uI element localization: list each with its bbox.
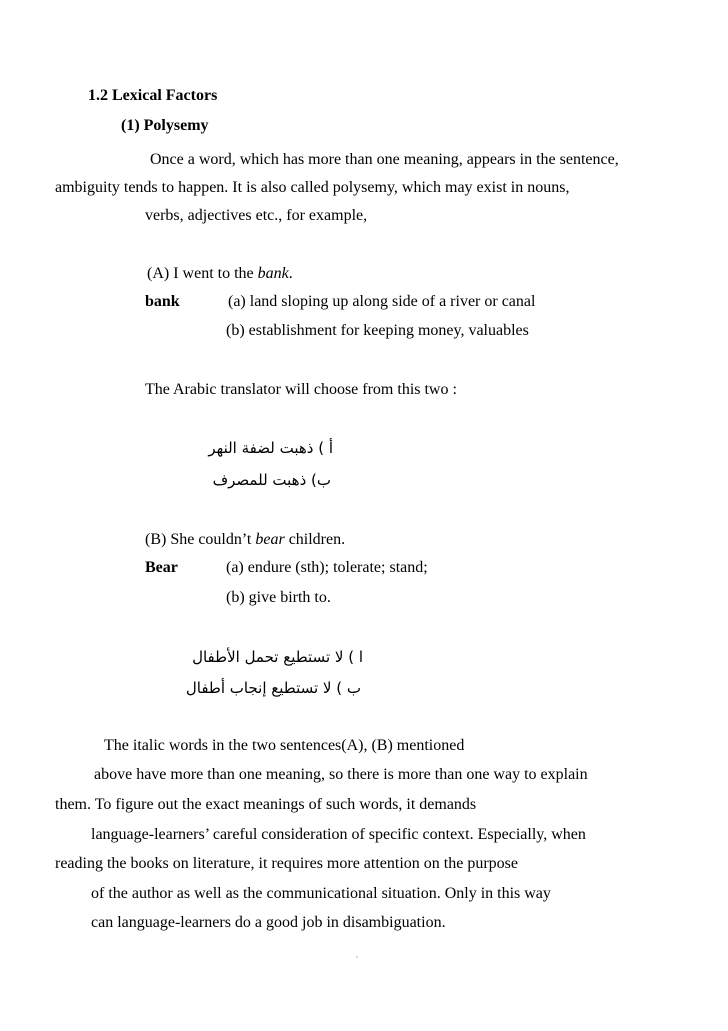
intro-line-3: verbs, adjectives etc., for example,: [145, 207, 368, 224]
conclusion-line-3: them. To figure out the exact meanings of such words, it demands: [55, 796, 477, 813]
example-b-italic-word: bear: [255, 531, 285, 548]
section-heading: 1.2 Lexical Factors: [88, 87, 218, 104]
example-b-meaning-b: (b) give birth to.: [226, 589, 331, 606]
example-a-sentence-prefix: (A) I went to the: [147, 265, 258, 282]
example-a-italic-word: bank: [257, 265, 289, 282]
intro-line-2: ambiguity tends to happen. It is also called polysemy, which may exist in nouns,: [55, 179, 570, 196]
subsection-heading: (1) Polysemy: [121, 117, 209, 134]
example-b-word: Bear: [145, 559, 178, 576]
arabic-translation-a-1: أ ) ذهبت لضفة النهر: [208, 439, 333, 457]
conclusion-line-2: above have more than one meaning, so there is more than one way to explain: [94, 766, 588, 783]
intro-line-1: Once a word, which has more than one meaning, appears in the sentence,: [150, 151, 619, 168]
example-a-word: bank: [145, 293, 180, 310]
conclusion-line-1: The italic words in the two sentences(A), (B) mentioned: [104, 737, 465, 754]
example-b-sentence: [145, 530, 345, 550]
arabic-translation-a-2: ب) ذهبت للمصرف: [212, 471, 331, 489]
page-mark: [356, 956, 358, 958]
example-a-sentence-suffix: .: [288, 265, 293, 282]
example-a-sentence: [147, 264, 293, 284]
translator-note: The Arabic translator will choose from this two :: [145, 381, 457, 398]
example-a-meaning-b: (b) establishment for keeping money, valuables: [226, 322, 529, 339]
arabic-translation-b-1: ا ) لا تستطيع تحمل الأطفال: [192, 648, 363, 666]
conclusion-line-6: of the author as well as the communicational situation. Only in this way: [91, 885, 551, 902]
conclusion-line-5: reading the books on literature, it requires more attention on the purpose: [55, 855, 518, 872]
conclusion-line-7: can language-learners do a good job in disambiguation.: [91, 914, 446, 931]
example-b-sentence-prefix: (B) She couldn’t: [145, 531, 256, 548]
example-b-sentence-suffix: children.: [284, 531, 346, 548]
example-a-meaning-a: (a) land sloping up along side of a river or canal: [228, 293, 536, 310]
conclusion-line-4: language-learners’ careful consideration of specific context. Especially, when: [91, 826, 586, 843]
example-b-meaning-a: (a) endure (sth); tolerate; stand;: [226, 559, 428, 576]
arabic-translation-b-2: ب ) لا تستطيع إنجاب أطفال: [185, 679, 361, 697]
